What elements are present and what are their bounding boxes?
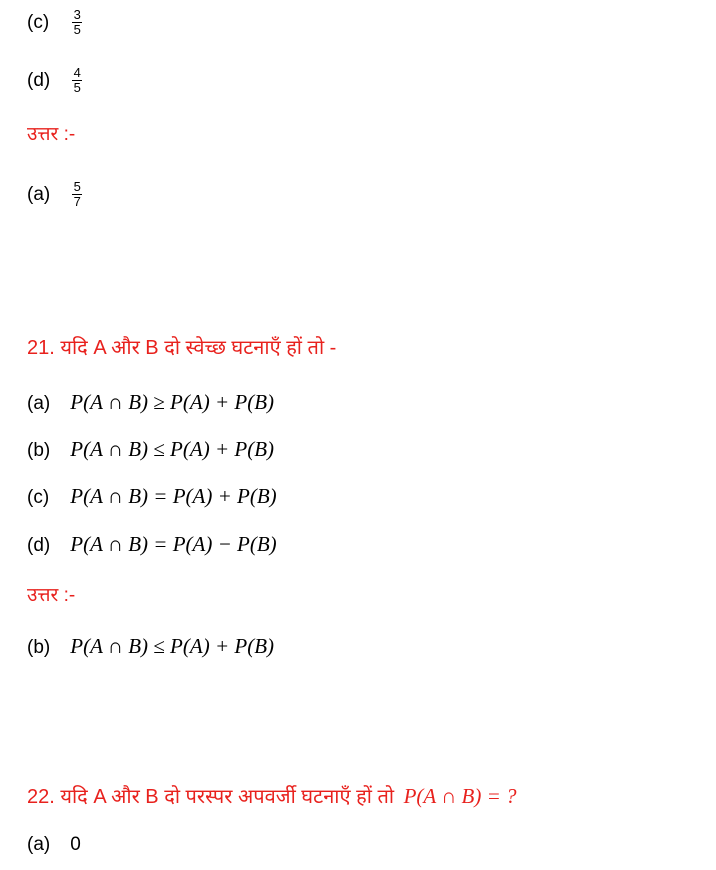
- fraction: [72, 180, 82, 209]
- numerator: 3: [73, 7, 81, 22]
- q22-question: [27, 784, 517, 809]
- option-label: (c): [27, 487, 50, 508]
- q21-option-b: [27, 437, 274, 463]
- fraction: [72, 8, 82, 37]
- option-label: (c): [27, 11, 50, 33]
- option-label: (b): [27, 440, 51, 461]
- q20-answer-heading: उत्तर :-: [27, 124, 76, 145]
- option-label: (d): [27, 69, 51, 91]
- denominator: 5: [73, 22, 81, 37]
- option-label: (d): [27, 535, 51, 556]
- option-value: 0: [70, 834, 81, 855]
- math-expression: P(A ∩ B) = ?: [403, 784, 517, 808]
- numerator: 5: [73, 179, 81, 194]
- denominator: 7: [73, 194, 81, 209]
- q21-question: 21. यदि A और B दो स्वेच्छ घटनाएँ हों तो -: [27, 337, 337, 359]
- q20-option-d: [27, 66, 82, 95]
- math-expression: P(A ∩ B) ≥ P(A) + P(B): [70, 390, 275, 414]
- option-label: (b): [27, 637, 51, 658]
- fraction: [72, 66, 82, 95]
- math-expression: P(A ∩ B) = P(A) + P(B): [70, 484, 277, 508]
- q22-option-a: [27, 833, 81, 857]
- q21-answer-heading: उत्तर :-: [27, 585, 76, 606]
- math-expression: P(A ∩ B) ≤ P(A) + P(B): [70, 437, 275, 461]
- q21-option-a: [27, 390, 274, 416]
- q20-option-c: [27, 8, 82, 37]
- question-text: 22. यदि A और B दो परस्पर अपवर्जी घटनाएँ हों तो: [27, 786, 395, 808]
- option-label: (a): [27, 834, 51, 855]
- option-label: (a): [27, 393, 51, 414]
- q21-option-c: [27, 484, 277, 510]
- option-label: (a): [27, 183, 51, 205]
- numerator: 4: [73, 65, 81, 80]
- math-expression: P(A ∩ B) = P(A) − P(B): [70, 532, 277, 556]
- q21-answer: [27, 634, 274, 660]
- math-expression: P(A ∩ B) ≤ P(A) + P(B): [70, 634, 275, 658]
- q21-option-d: [27, 532, 277, 558]
- denominator: 5: [73, 80, 81, 95]
- q20-answer: [27, 180, 82, 209]
